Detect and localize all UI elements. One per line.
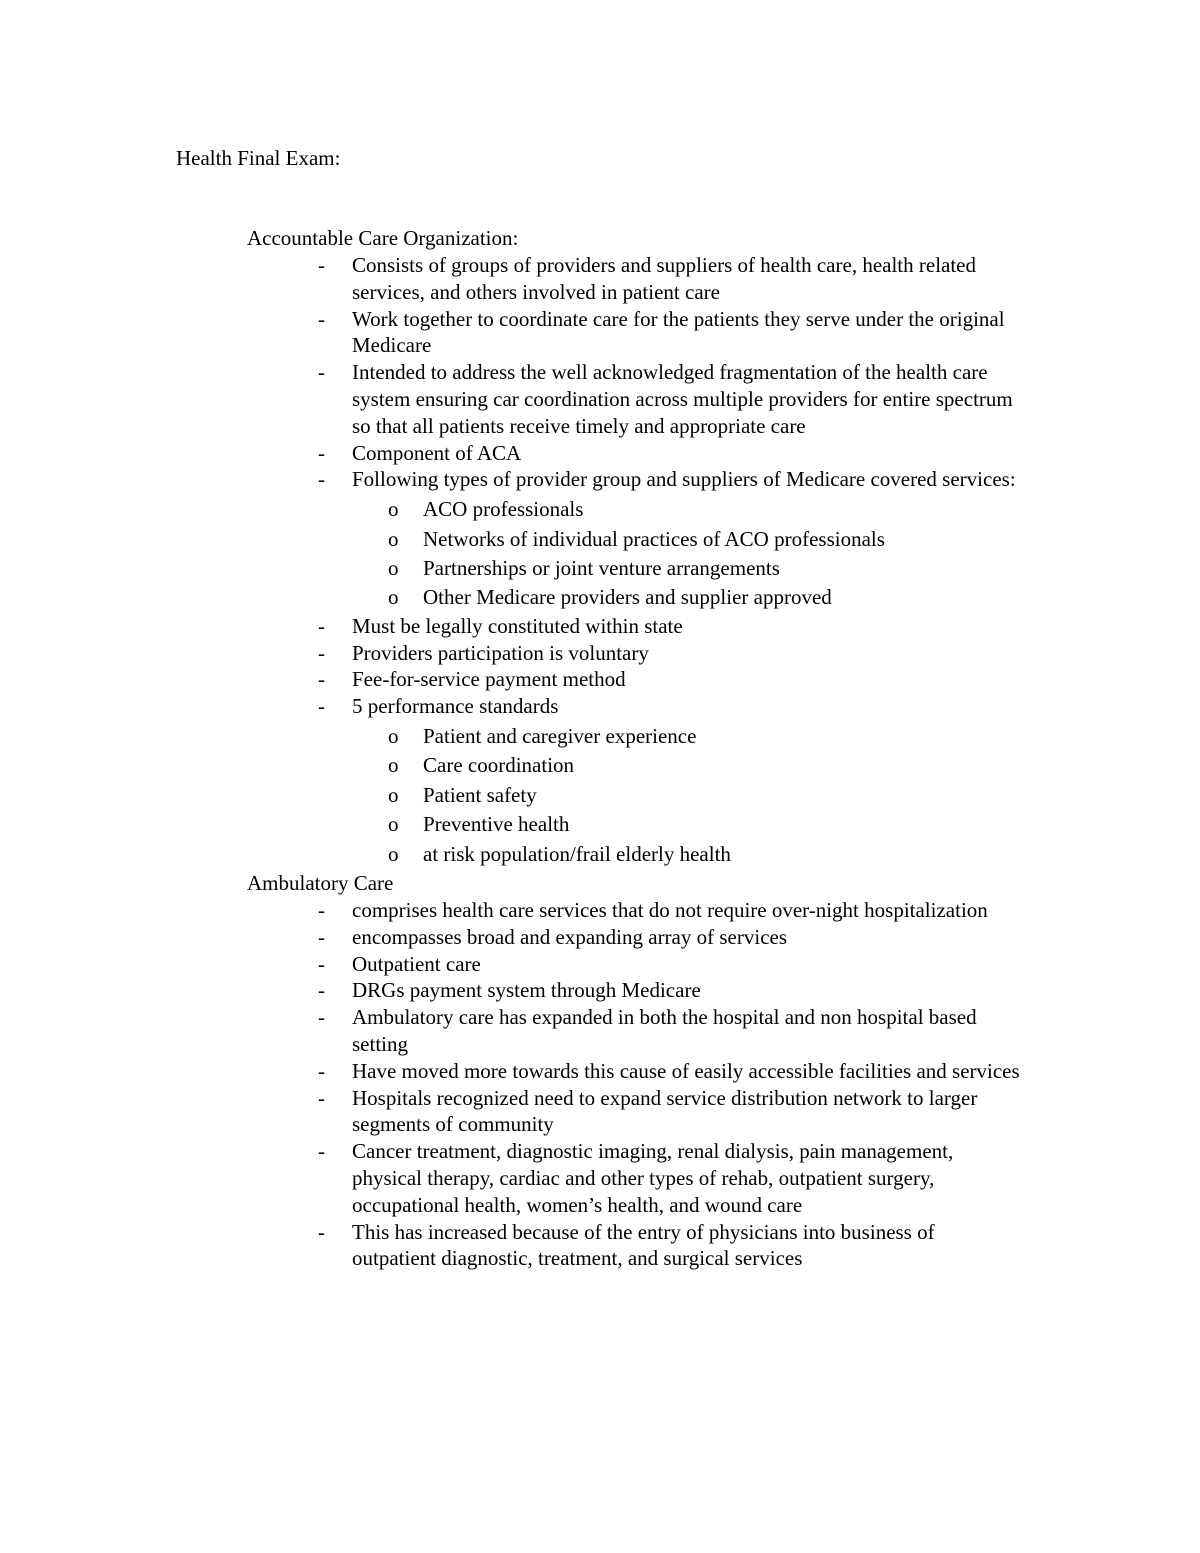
list-item: - DRGs payment system through Medicare xyxy=(0,977,1022,1004)
list-item-text: Following types of provider group and suppliers of Medicare covered services: xyxy=(352,467,1016,492)
list-item: - encompasses broad and expanding array of services xyxy=(0,924,1022,951)
sub-list-item: o Patient safety xyxy=(0,781,1022,810)
sub-list-item: o Preventive health xyxy=(0,810,1022,839)
list-item: - Fee-for-service payment method xyxy=(0,666,1022,693)
list-item: - Consists of groups of providers and suppliers of health care, health related services, and others involved in patient care xyxy=(0,252,1022,306)
list-item-with-sublist xyxy=(0,466,1022,612)
list-item: - Component of ACA xyxy=(0,440,1022,467)
performance-standards-sublist xyxy=(0,722,1022,869)
document-body xyxy=(0,224,1200,1272)
list-item: - Hospitals recognized need to expand service distribution network to larger segments of community xyxy=(0,1085,1022,1139)
aco-bullet-list xyxy=(0,252,1200,869)
list-item: - Ambulatory care has expanded in both the hospital and non hospital based setting xyxy=(0,1004,1022,1058)
sub-list-item: o ACO professionals xyxy=(0,495,1022,524)
list-item-text: 5 performance standards xyxy=(352,694,559,719)
list-item: - Providers participation is voluntary xyxy=(0,640,1022,667)
list-item: - Have moved more towards this cause of easily accessible facilities and services xyxy=(0,1058,1022,1085)
list-item: - Cancer treatment, diagnostic imaging, renal dialysis, pain management, physical therapy, cardiac and other types of rehab, outpatient surgery, occupational health, women’s health, and wound care xyxy=(0,1138,1022,1218)
sub-list-item: o Care coordination xyxy=(0,751,1022,780)
ambulatory-bullet-list xyxy=(0,897,1200,1272)
list-item: - Must be legally constituted within state xyxy=(0,613,1022,640)
list-item-with-sublist xyxy=(0,693,1022,869)
document-title: Health Final Exam: xyxy=(176,146,341,170)
section-heading-aco: Accountable Care Organization: xyxy=(247,226,519,250)
list-item: - Intended to address the well acknowledged fragmentation of the health care system ensuring car coordination across multiple providers for entire spectrum so that all patients receive timely and appropriate care xyxy=(0,359,1022,439)
list-item: - Work together to coordinate care for the patients they serve under the original Medicare xyxy=(0,306,1022,360)
list-item: - comprises health care services that do not require over-night hospitalization xyxy=(0,897,1022,924)
sub-list-item: o Networks of individual practices of ACO professionals xyxy=(0,525,1022,554)
sub-list-item: o Partnerships or joint venture arrangements xyxy=(0,554,1022,583)
section-heading-ambulatory: Ambulatory Care xyxy=(247,871,394,896)
sub-list-item: o at risk population/frail elderly health xyxy=(0,840,1022,869)
list-item: - Outpatient care xyxy=(0,951,1022,978)
list-item: - This has increased because of the entry of physicians into business of outpatient diagnostic, treatment, and surgical services xyxy=(0,1219,1022,1273)
provider-types-sublist xyxy=(0,495,1022,613)
sub-list-item: o Other Medicare providers and supplier approved xyxy=(0,583,1022,612)
sub-list-item: o Patient and caregiver experience xyxy=(0,722,1022,751)
